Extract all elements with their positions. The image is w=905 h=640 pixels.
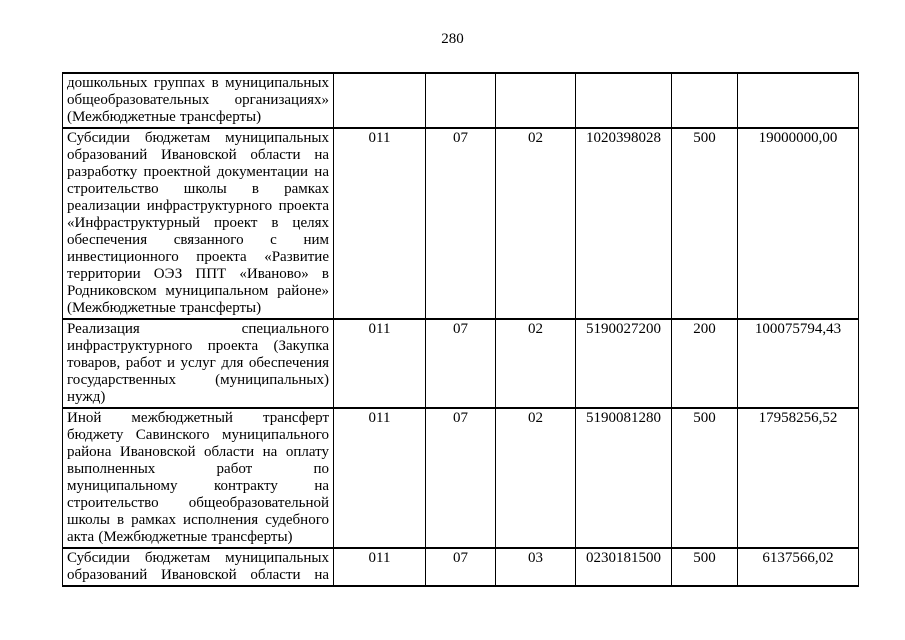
cell-subsection: 02 <box>496 408 576 548</box>
cell-grbs-code: 011 <box>334 548 426 586</box>
cell-expense-type: 200 <box>672 319 738 408</box>
cell-section: 07 <box>426 408 496 548</box>
cell-name: дошкольных группах в муниципальных общеобразовательных организациях» (Межбюджетные трансферты) <box>63 73 334 128</box>
cell-subsection: 02 <box>496 128 576 319</box>
cell-grbs-code: 011 <box>334 128 426 319</box>
cell-amount: 19000000,00 <box>738 128 859 319</box>
cell-target-article: 5190027200 <box>576 319 672 408</box>
cell-expense-type: 500 <box>672 408 738 548</box>
cell-expense-type: 500 <box>672 548 738 586</box>
cell-amount: 17958256,52 <box>738 408 859 548</box>
cell-amount <box>738 73 859 128</box>
cell-target-article: 0230181500 <box>576 548 672 586</box>
table-row <box>63 319 859 408</box>
cell-target-article <box>576 73 672 128</box>
cell-section <box>426 73 496 128</box>
cell-amount: 6137566,02 <box>738 548 859 586</box>
cell-target-article: 1020398028 <box>576 128 672 319</box>
cell-expense-type: 500 <box>672 128 738 319</box>
cell-grbs-code: 011 <box>334 319 426 408</box>
table-row <box>63 408 859 548</box>
table-row <box>63 73 859 128</box>
cell-amount: 100075794,43 <box>738 319 859 408</box>
cell-name: Субсидии бюджетам муниципальных образований Ивановской области на разработку проектной документации на строительство школы в рамках реализации инфраструктурного проекта «Инфраструктурный проект в целях обеспечения связанного с ним инвестиционного проекта «Развитие территории ОЭЗ ППТ «Иваново» в Родниковском муниципальном районе» (Межбюджетные трансферты) <box>63 128 334 319</box>
cell-target-article: 5190081280 <box>576 408 672 548</box>
page-number: 280 <box>441 31 464 47</box>
budget-table <box>62 72 859 587</box>
cell-section: 07 <box>426 128 496 319</box>
cell-name: Субсидии бюджетам муниципальных образований Ивановской области на <box>63 548 334 586</box>
cell-subsection: 02 <box>496 319 576 408</box>
cell-section: 07 <box>426 548 496 586</box>
cell-grbs-code: 011 <box>334 408 426 548</box>
cell-expense-type <box>672 73 738 128</box>
cell-section: 07 <box>426 319 496 408</box>
table-row <box>63 128 859 319</box>
cell-name: Реализация специального инфраструктурного проекта (Закупка товаров, работ и услуг для обеспечения государственных (муниципальных) нужд) <box>63 319 334 408</box>
cell-subsection: 03 <box>496 548 576 586</box>
budget-table-body <box>63 73 859 586</box>
cell-name: Иной межбюджетный трансферт бюджету Савинского муниципального района Ивановской области на оплату выполненных работ по муниципальному контракту на строительство общеобразовательной школы в рамках исполнения судебного акта (Межбюджетные трансферты) <box>63 408 334 548</box>
cell-subsection <box>496 73 576 128</box>
table-row <box>63 548 859 586</box>
cell-grbs-code <box>334 73 426 128</box>
